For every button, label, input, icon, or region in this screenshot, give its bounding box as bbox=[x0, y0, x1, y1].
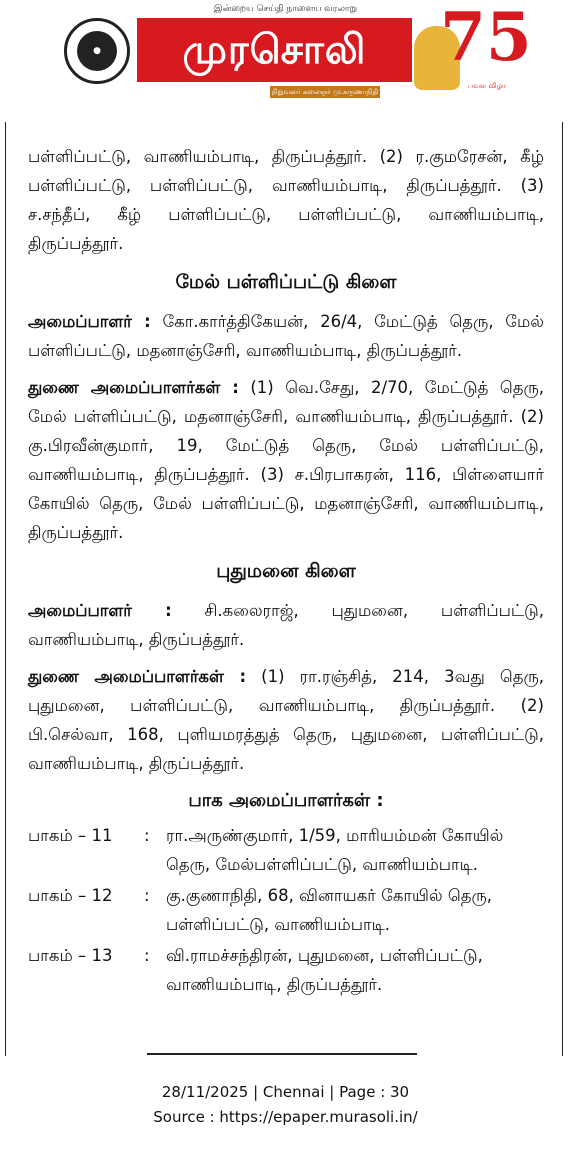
s1-deputy-label: துணை அமைப்பாளர்கள் : bbox=[28, 378, 239, 397]
part-label: பாகம் – 13 bbox=[28, 946, 113, 965]
part-label: பாகம் – 11 bbox=[28, 826, 113, 845]
s2-deputy-label: துணை அமைப்பாளர்கள் : bbox=[28, 667, 247, 686]
article-end-rule bbox=[147, 1053, 417, 1055]
part-separator: : bbox=[144, 826, 150, 845]
parts-title: பாக அமைப்பாளர்கள் : bbox=[188, 790, 384, 811]
part-text: வி.ராமச்சந்திரன், புதுமனை, பள்ளிப்பட்டு, வாணியம்பாடி, திருப்பத்தூர். bbox=[166, 946, 483, 994]
section-title-mel-pallipattu: மேல் பள்ளிப்பட்டு கிளை bbox=[175, 271, 397, 293]
s2-deputy-paragraph bbox=[28, 662, 544, 778]
part-text: ரா.அருண்குமார், 1/59, மாரியம்மன் கோயில் தெரு, மேல்பள்ளிப்பட்டு, வாணியம்பாடி. bbox=[166, 826, 504, 874]
s1-organizer-text: கோ.கார்த்திகேயன், 26/4, மேட்டுத் தெரு, மேல் பள்ளிப்பட்டு, மதனாஞ்சேரி, வாணியம்பாடி, திருப்பத்தூர். bbox=[28, 312, 544, 360]
parts-list bbox=[28, 821, 544, 1001]
part-separator: : bbox=[144, 946, 150, 965]
party-emblem-logo bbox=[64, 18, 130, 84]
emblem-icon: ● bbox=[77, 31, 117, 71]
s1-organizer-paragraph bbox=[28, 307, 544, 365]
part-text: கு.குணாநிதி, 68, வினாயகர் கோயில் தெரு, பள்ளிப்பட்டு, வாணியம்பாடி. bbox=[166, 886, 493, 934]
footer-date-line: 28/11/2025 | Chennai | Page : 30 bbox=[161, 1083, 410, 1101]
part-separator: : bbox=[144, 886, 150, 905]
s1-organizer-label: அமைப்பாளர் : bbox=[28, 312, 151, 331]
newspaper-logo: முரசொலி bbox=[137, 18, 412, 82]
part-label: பாகம் – 12 bbox=[28, 886, 113, 905]
article-panel bbox=[5, 122, 563, 1056]
intro-paragraph: பள்ளிப்பட்டு, வாணியம்பாடி, திருப்பத்தூர். (2) ர.குமரேசன், கீழ் பள்ளிப்பட்டு, பள்ளிப்பட்டு, வாணியம்பாடி, திருப்பத்தூர். (3) ச.சந்தீப், கீழ் பள்ளிப்பட்டு, பள்ளிப்பட்டு, வாணியம்பாடி, திருப்பத்தூர். bbox=[28, 147, 544, 253]
masthead bbox=[0, 0, 571, 120]
s1-deputy-text: (1) வெ.சேது, 2/70, மேட்டுத் தெரு, மேல் பள்ளிப்பட்டு, மதனாஞ்சேரி, வாணியம்பாடி, திருப்பத்தூர். (2) கு.பிரவீன்குமார், 19, மேட்டுத் தெரு, மேல் பள்ளிப்பட்டு, வாணியம்பாடி, திருப்பத்தூர். (3) ச.பிரபாகரன், 116, பிள்ளையார் கோயில் தெரு, மேல் பள்ளிப்பட்டு, மதனாஞ்சேரி, வாணியம்பாடி, திருப்பத்தூர். bbox=[28, 378, 544, 542]
s2-organizer-label: அமைப்பாளர் : bbox=[28, 601, 172, 620]
s2-deputy-text: (1) ரா.ரஞ்சித், 214, 3வது தெரு, புதுமனை, பள்ளிப்பட்டு, வாணியம்பாடி, திருப்பத்தூர். (2) பி.செல்வா, 168, புளியமரத்துத் தெரு, புதுமனை, பள்ளிப்பட்டு, வாணியம்பாடி, திருப்பத்தூர். bbox=[28, 667, 544, 773]
s2-organizer-paragraph bbox=[28, 596, 544, 654]
page-footer bbox=[0, 1080, 571, 1130]
founder-strip: நிறுவனர் கலைஞர் மு.கருணாநிதி bbox=[271, 88, 379, 96]
article-column bbox=[28, 142, 544, 1001]
anniversary-number: 75 bbox=[440, 0, 532, 76]
s1-deputy-paragraph bbox=[28, 373, 544, 547]
masthead-tagline: இன்றைய செய்தி நாளைய வரலாறு bbox=[213, 4, 358, 14]
section-title-pudhumanai: புதுமனை கிளை bbox=[216, 560, 356, 582]
s2-organizer-text: சி.கலைராஜ், புதுமனை, பள்ளிப்பட்டு, வாணியம்பாடி, திருப்பத்தூர். bbox=[28, 601, 544, 649]
anniversary-label: பவள விழா bbox=[468, 82, 506, 90]
footer-source-line: Source : https://epaper.murasoli.in/ bbox=[153, 1108, 418, 1126]
